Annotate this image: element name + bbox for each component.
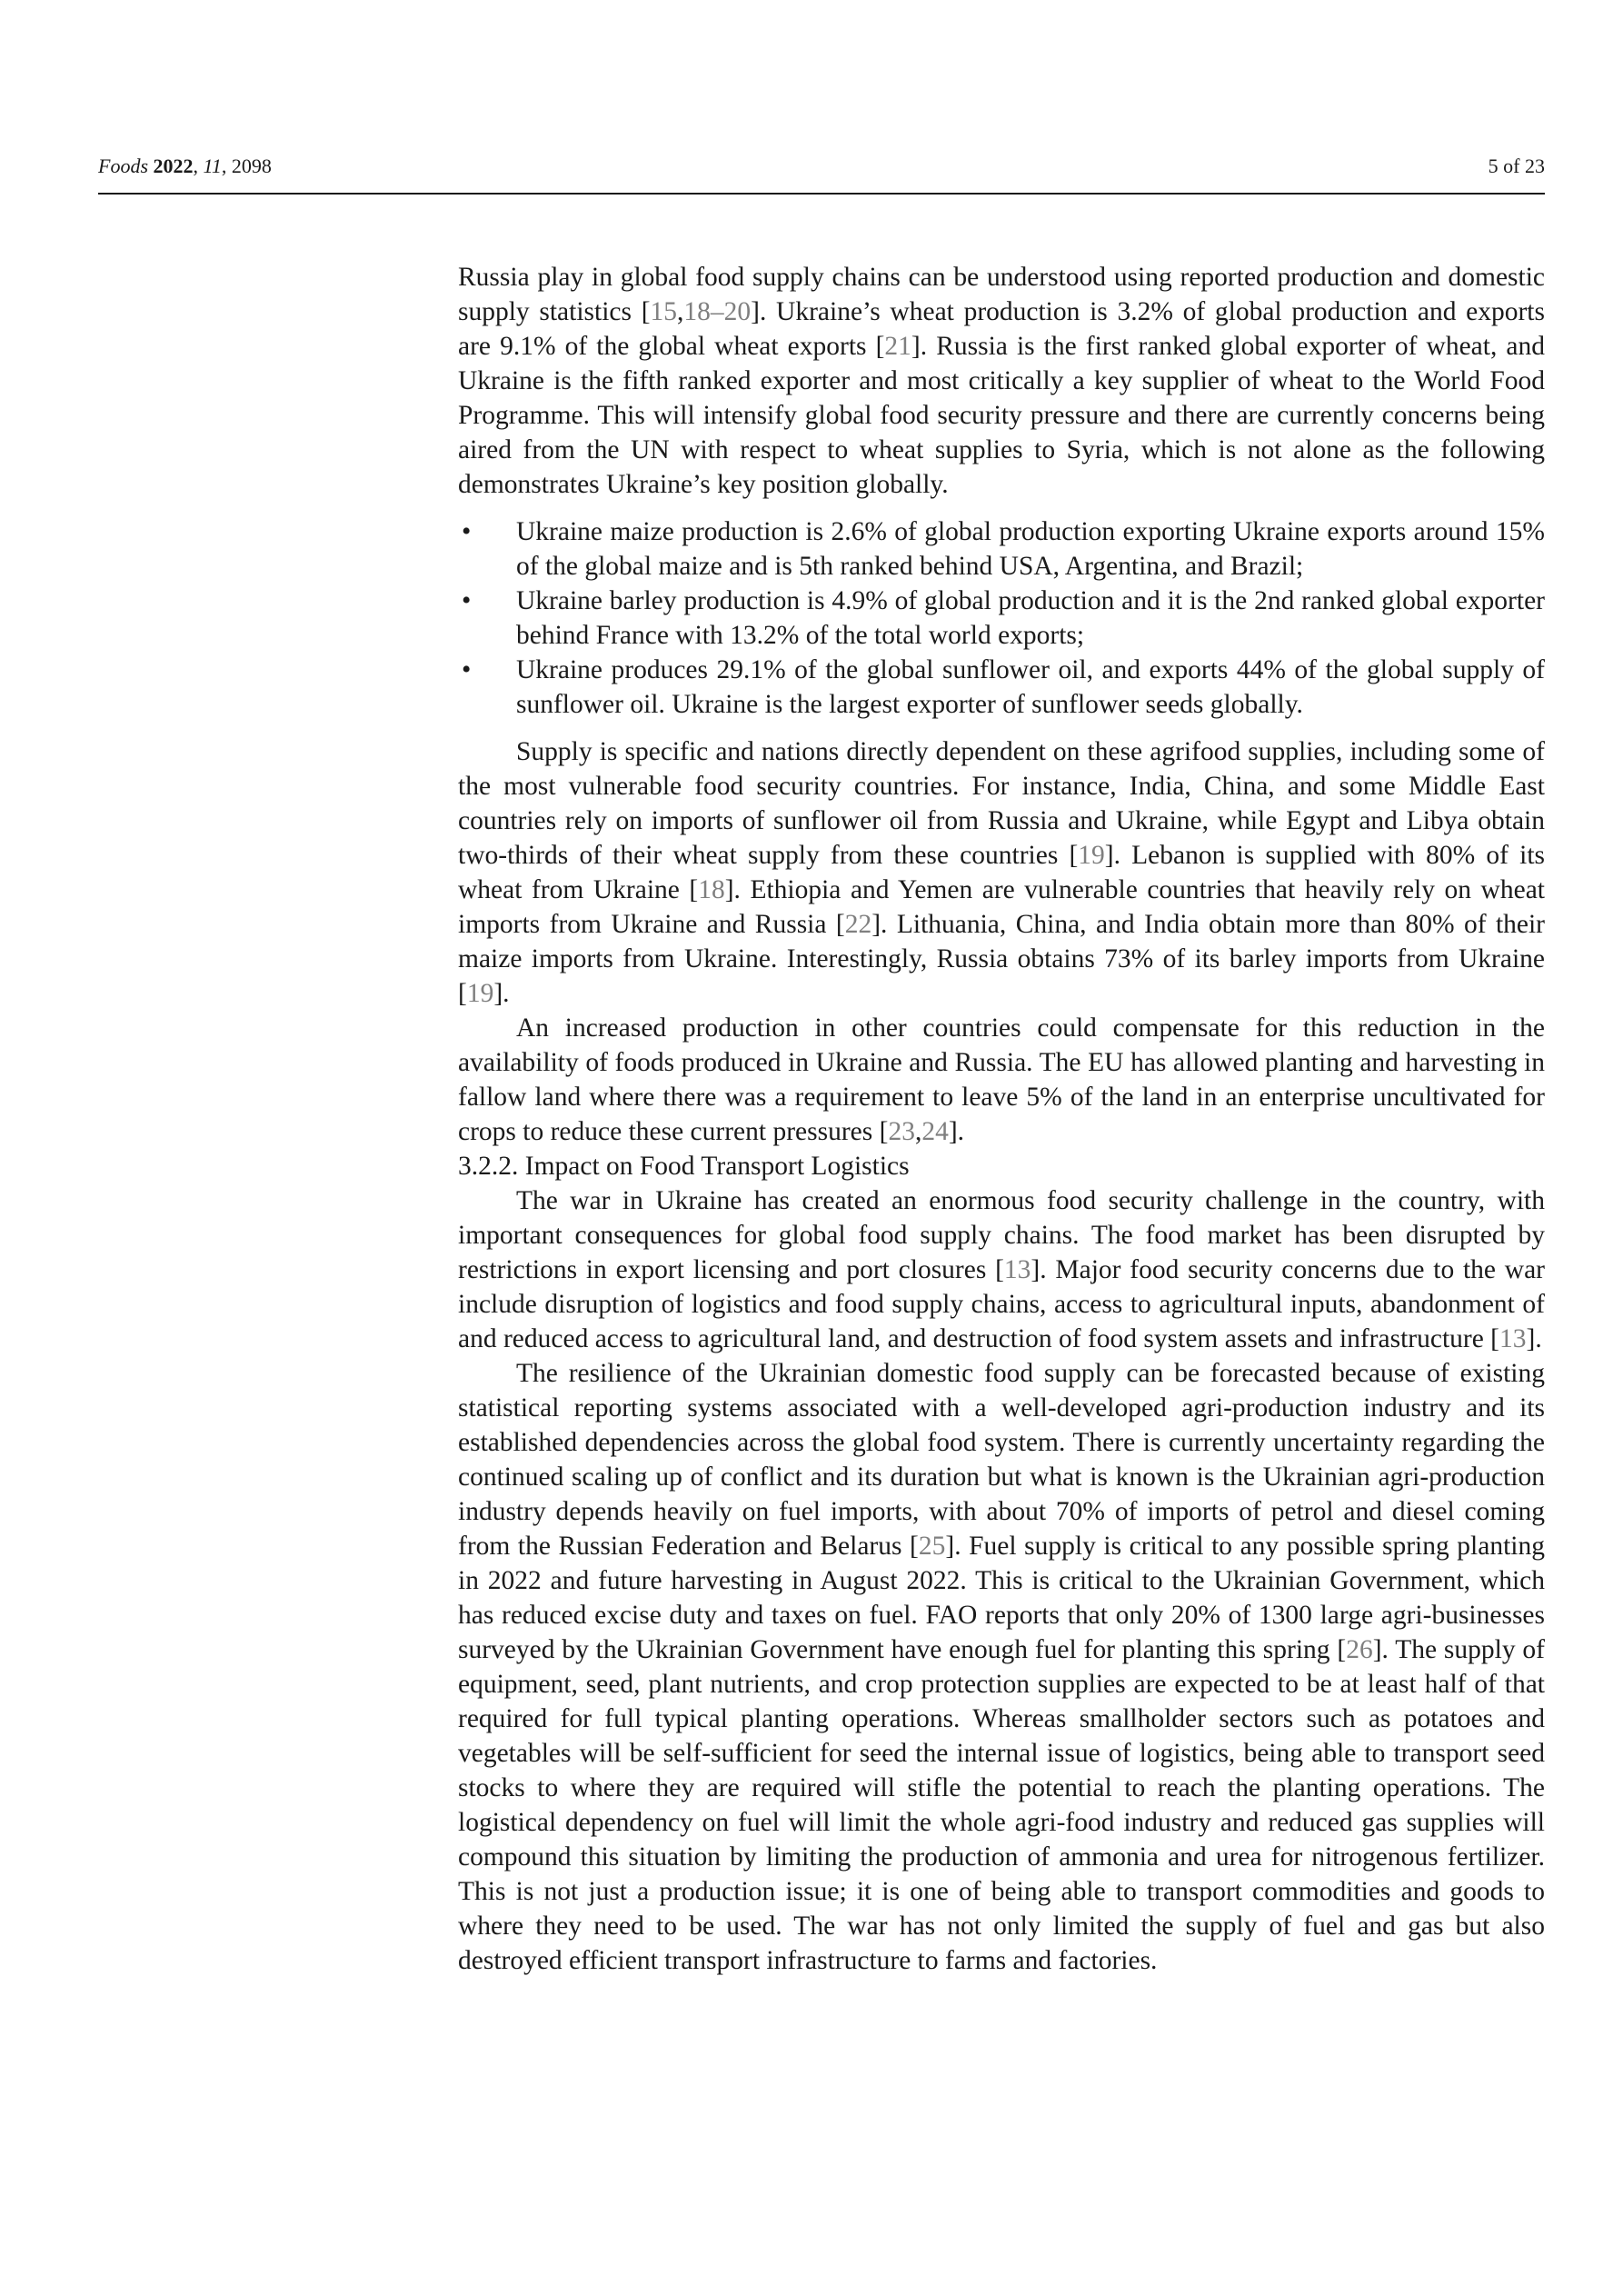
text-run: Russia play in global food supply chains can be understood using reported production and domestic supply statistics [ — [458, 263, 1545, 326]
text-run: ]. Ethiopia and Yemen are vulnerable countries that heavily rely on wheat imports from Ukraine and Russia [ — [458, 875, 1545, 939]
citation-link[interactable]: 18 — [698, 875, 725, 904]
text-run: Supply is specific and nations directly dependent on these agrifood supplies, including some of the most vulnerable food security countries. For instance, India, China, and some Middle East countries rely on imports of sunflower oil from Russia and Ukraine, while Egypt and Libya obtain two-thirds of their wheat supply from these countries [ — [458, 737, 1545, 870]
text-run: ]. The supply of equipment, seed, plant nutrients, and crop protection supplies are expected to be at least half of that required for full typical planting operations. Whereas smallholder sectors such as potatoes and vegetables will be self-sufficient for seed the internal issue of logistics, being able to transport seed stocks to where they are required will stifle the potential to reach the planting operations. The logistical dependency on fuel will limit the whole agri-food industry and reduced gas supplies will compound this situation by limiting the production of ammonia and urea for nitrogenous fertilizer. This is not just a production issue; it is one of being able to transport commodities and goods to where they need to be used. The war has not only limited the supply of fuel and gas but also destroyed efficient transport infrastructure to farms and factories. — [458, 1635, 1546, 1975]
text-run: ]. Lithuania, China, and India obtain more than 80% of their maize imports from Ukraine. Interestingly, Russia obtains 73% of its barley imports from Ukraine [ — [458, 910, 1546, 1008]
text-run: , — [914, 1117, 922, 1146]
text-run: ]. Fuel supply is critical to any possible spring planting in 2022 and future harvesting in August 2022. This is critical to the Ukrainian Government, which has reduced excise duty and taxes on fuel. FAO reports that only 20% of 1300 large agri-businesses surveyed by the Ukrainian Government have enough fuel for planting this spring [ — [458, 1532, 1545, 1664]
journal-volume: 11 — [203, 155, 222, 177]
citation-link[interactable]: 23 — [888, 1117, 915, 1146]
paragraph — [458, 734, 1545, 1011]
citation-link[interactable]: 25 — [918, 1532, 946, 1561]
header-rule — [98, 193, 1545, 195]
citation-link[interactable]: 24 — [921, 1117, 949, 1146]
text-run: – — [710, 297, 724, 326]
bullet-icon: • — [462, 586, 472, 615]
journal-citation: Foods 2022, 11, 2098 — [98, 155, 272, 177]
citation-link[interactable]: 20 — [723, 297, 752, 326]
paragraph — [458, 260, 1545, 502]
citation-link[interactable]: 15 — [650, 297, 678, 326]
citation-link[interactable]: 18 — [683, 297, 711, 326]
list-item — [458, 653, 1545, 722]
paragraph — [458, 1356, 1545, 1978]
journal-year: 2022 — [153, 155, 194, 177]
subsection-heading: 3.2.2. Impact on Food Transport Logistics — [458, 1152, 910, 1181]
citation-link[interactable]: 13 — [1003, 1255, 1031, 1284]
citation-link[interactable]: 22 — [844, 910, 872, 939]
article-body — [458, 260, 1545, 1978]
text-run: ]. — [948, 1117, 965, 1146]
list-item-text: Ukraine barley production is 4.9% of global production and it is the 2nd ranked global exporter behind France with 13.2% of the total world exports; — [516, 586, 1545, 650]
bullet-icon: • — [462, 655, 472, 684]
citation-link[interactable]: 13 — [1499, 1324, 1527, 1353]
text-run: ]. — [493, 979, 510, 1008]
citation-link[interactable]: 21 — [884, 332, 911, 361]
citation-link[interactable]: 19 — [466, 979, 494, 1008]
bullet-list — [458, 514, 1545, 722]
paragraph — [458, 1011, 1545, 1149]
bullet-icon: • — [462, 517, 472, 546]
article-number: 2098 — [231, 155, 272, 177]
list-item — [458, 584, 1545, 653]
text-run: An increased production in other countries could compensate for this reduction in the availability of foods produced in Ukraine and Russia. The EU has allowed planting and harvesting in fallow land where there was a requirement to leave 5% of the land in an enterprise uncultivated for crops to reduce these current pressures [ — [458, 1013, 1545, 1146]
citation-link[interactable]: 19 — [1078, 841, 1105, 870]
page-header — [98, 151, 1545, 182]
list-item-text: Ukraine produces 29.1% of the global sunflower oil, and exports 44% of the global supply of sunflower oil. Ukraine is the largest exporter of sunflower seeds globally. — [516, 655, 1545, 719]
paragraph — [458, 1183, 1545, 1356]
text-run: , — [677, 297, 684, 326]
text-run: The resilience of the Ukrainian domestic food supply can be forecasted because of existing statistical reporting systems associated with a well-developed agri-production industry and its established dependencies across the global food system. There is currently uncertainty regarding the continued scaling up of conflict and its duration but what is known is the Ukrainian agri-production industry depends heavily on fuel imports, with about 70% of imports of petrol and diesel coming from the Russian Federation and Belarus [ — [458, 1359, 1545, 1561]
text-run: ]. Russia is the first ranked global exporter of wheat, and Ukraine is the fifth ranked exporter and most critically a key supplier of wheat to the World Food Programme. This will intensify global food security pressure and there are currently concerns being aired from the UN with respect to wheat supplies to Syria, which is not alone as the following demonstrates Ukraine’s key position globally. — [458, 332, 1545, 499]
list-item — [458, 514, 1545, 584]
text-run: The war in Ukraine has created an enormous food security challenge in the country, with important consequences for global food supply chains. The food market has been disrupted by restrictions in export licensing and port closures [ — [458, 1186, 1545, 1284]
text-run: ]. Ukraine’s wheat production is 3.2% of global production and exports are 9.1% of the global wheat exports [ — [458, 297, 1545, 361]
list-item-text: Ukraine maize production is 2.6% of global production exporting Ukraine exports around 15% of the global maize and is 5th ranked behind USA, Argentina, and Brazil; — [516, 517, 1545, 581]
text-run: ]. Lebanon is supplied with 80% of its wheat from Ukraine [ — [458, 841, 1545, 904]
citation-link[interactable]: 26 — [1346, 1635, 1373, 1664]
page-number: 5 of 23 — [1488, 155, 1545, 177]
journal-name: Foods — [98, 155, 148, 177]
text-run: ]. — [1526, 1324, 1542, 1353]
text-run: ]. Major food security concerns due to the war include disruption of logistics and food supply chains, access to agricultural inputs, abandonment of and reduced access to agricultural land, and destruction of food system assets and infrastructure [ — [458, 1255, 1545, 1353]
